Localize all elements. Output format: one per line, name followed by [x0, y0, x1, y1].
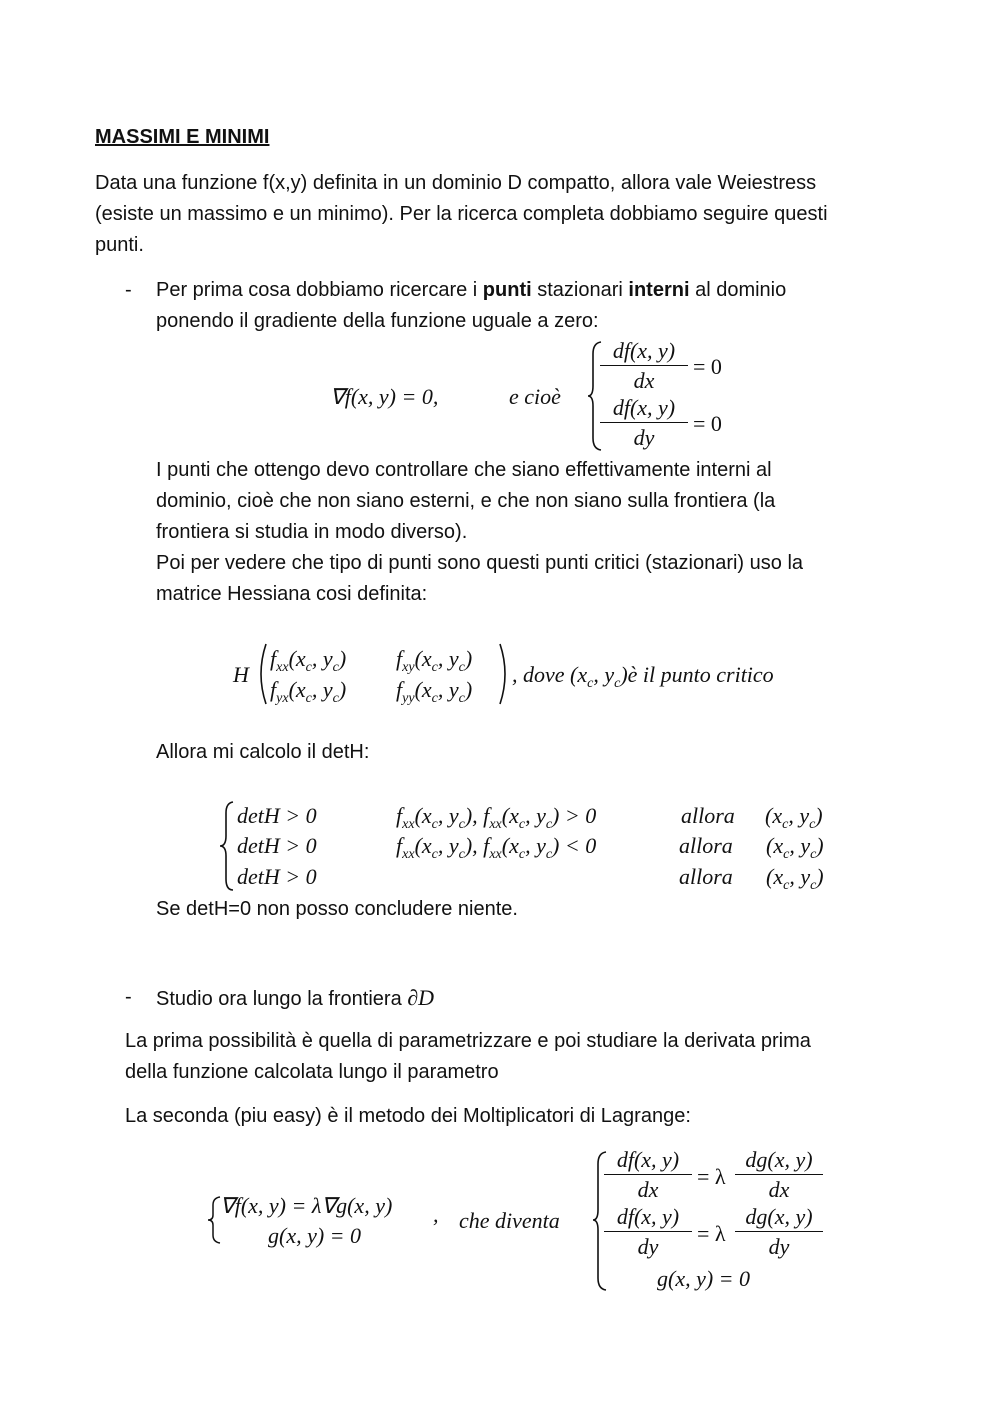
fraction-numerator: df(x, y): [604, 1149, 692, 1175]
partial-y-fraction: [600, 397, 688, 449]
case-point: ($x_c$, $y_c$): [765, 803, 823, 832]
case-condition: detH > 0: [237, 864, 317, 889]
hessian-entry-11: $f_{xx}(x_c$, $y_c$): [270, 646, 347, 675]
case-allora: allora: [679, 864, 733, 889]
hessian-entry-22: $f_{yy}(x_c$, $y_c$): [396, 677, 473, 706]
case-allora: allora: [679, 833, 733, 858]
constraint-equation: g(x, y) = 0: [657, 1266, 751, 1291]
bullet-marker: -: [125, 986, 132, 1008]
case-point: ($x_c$, $y_c$): [766, 864, 824, 893]
case-second-derivative: $f_{xx}(x_c$, $y_c$), $f_{xx}(x_c$, $y_c) < 0$: [396, 833, 597, 862]
fraction-numerator: df(x, y): [604, 1206, 692, 1232]
fraction-numerator: dg(x, y): [735, 1149, 823, 1175]
right-paren: [498, 642, 512, 706]
step1-line-2: ponendo il gradiente della funzione uguale a zero:: [156, 310, 599, 332]
dg-dx-fraction: [735, 1149, 823, 1201]
deth-zero-note: Se detH=0 non posso concludere niente.: [156, 898, 518, 920]
partial-x-fraction: [600, 340, 688, 392]
lagrange-eq-1: ∇f(x, y) = λ∇g(x, y): [220, 1193, 393, 1218]
case-condition: detH > 0: [237, 833, 317, 858]
cases-brace: [218, 800, 236, 892]
hessian-entry-12: $f_{xy}(x_c$, $y_c$): [396, 646, 473, 675]
dg-dy-fraction: [735, 1206, 823, 1258]
equals-lambda: = λ: [697, 1221, 726, 1246]
fraction-numerator: df(x, y): [600, 397, 688, 423]
gradient-lhs: ∇f(x, y) = 0,: [330, 384, 439, 409]
fraction-denominator: dx: [633, 368, 655, 393]
fraction-numerator: dg(x, y): [735, 1206, 823, 1232]
intro-line-3: punti.: [95, 234, 144, 256]
lagrange-connector: che diventa: [459, 1208, 560, 1233]
fraction-denominator: dy: [768, 1234, 790, 1259]
df-dy-fraction: [604, 1206, 692, 1258]
case-allora: allora: [681, 803, 735, 828]
hessian-entry-21: $f_{yx}(x_c$, $y_c$): [270, 677, 347, 706]
para2-line-1: I punti che ottengo devo controllare che siano effettivamente interni al: [156, 459, 772, 481]
equals-zero: = 0: [693, 354, 722, 379]
para2-line-3: frontiera si studia in modo diverso).: [156, 521, 468, 543]
hessian-symbol: H: [233, 662, 249, 687]
case-second-derivative: $f_{xx}(x_c$, $y_c$), $f_{xx}(x_c$, $y_c) > 0$: [396, 803, 597, 832]
para3-line-1: La prima possibilità è quella di parametrizzare e poi studiare la derivata prima: [125, 1030, 811, 1052]
bullet-marker: -: [125, 279, 132, 301]
case-point: ($x_c$, $y_c$): [766, 833, 824, 862]
step2-line: Studio ora lungo la frontiera ∂D: [156, 985, 435, 1010]
para2-line-4: Poi per vedere che tipo di punti sono questi punti critici (stazionari) uso la: [156, 552, 804, 574]
equals-zero: = 0: [693, 411, 722, 436]
fraction-denominator: dx: [637, 1177, 659, 1202]
fraction-denominator: dy: [637, 1234, 659, 1259]
para3-line-2: della funzione calcolata lungo il parametro: [125, 1061, 499, 1083]
left-paren: [254, 642, 268, 706]
intro-line-1: Data una funzione f(x,y) definita in un dominio D compatto, allora vale Weiestress: [95, 172, 817, 194]
intro-line-2: (esiste un massimo e un minimo). Per la ricerca completa dobbiamo seguire questi: [95, 203, 828, 225]
step1-line-1: Per prima cosa dobbiamo ricercare i punti stazionari interni al dominio: [156, 279, 787, 301]
critical-point-note: , dove ($x_c$, $y_c)è$ il punto critico: [512, 662, 774, 691]
df-dx-fraction: [604, 1149, 692, 1201]
boundary-symbol: ∂D: [407, 985, 435, 1010]
para2-line-2: dominio, cioè che non siano esterni, e che non siano sulla frontiera (la: [156, 490, 776, 512]
fraction-numerator: df(x, y): [600, 340, 688, 366]
lagrange-eq-2: g(x, y) = 0: [268, 1223, 362, 1248]
gradient-connector: e cioè: [509, 384, 561, 409]
page-title: MASSIMI E MINIMI: [95, 126, 270, 148]
para2-line-5: matrice Hessiana cosi definita:: [156, 583, 428, 605]
fraction-denominator: dy: [633, 425, 655, 450]
lagrange-comma: ,: [433, 1202, 439, 1227]
equals-lambda: = λ: [697, 1164, 726, 1189]
fraction-denominator: dx: [768, 1177, 790, 1202]
deth-intro: Allora mi calcolo il detH:: [156, 741, 370, 763]
para4-line: La seconda (piu easy) è il metodo dei Moltiplicatori di Lagrange:: [125, 1105, 691, 1127]
case-condition: detH > 0: [237, 803, 317, 828]
